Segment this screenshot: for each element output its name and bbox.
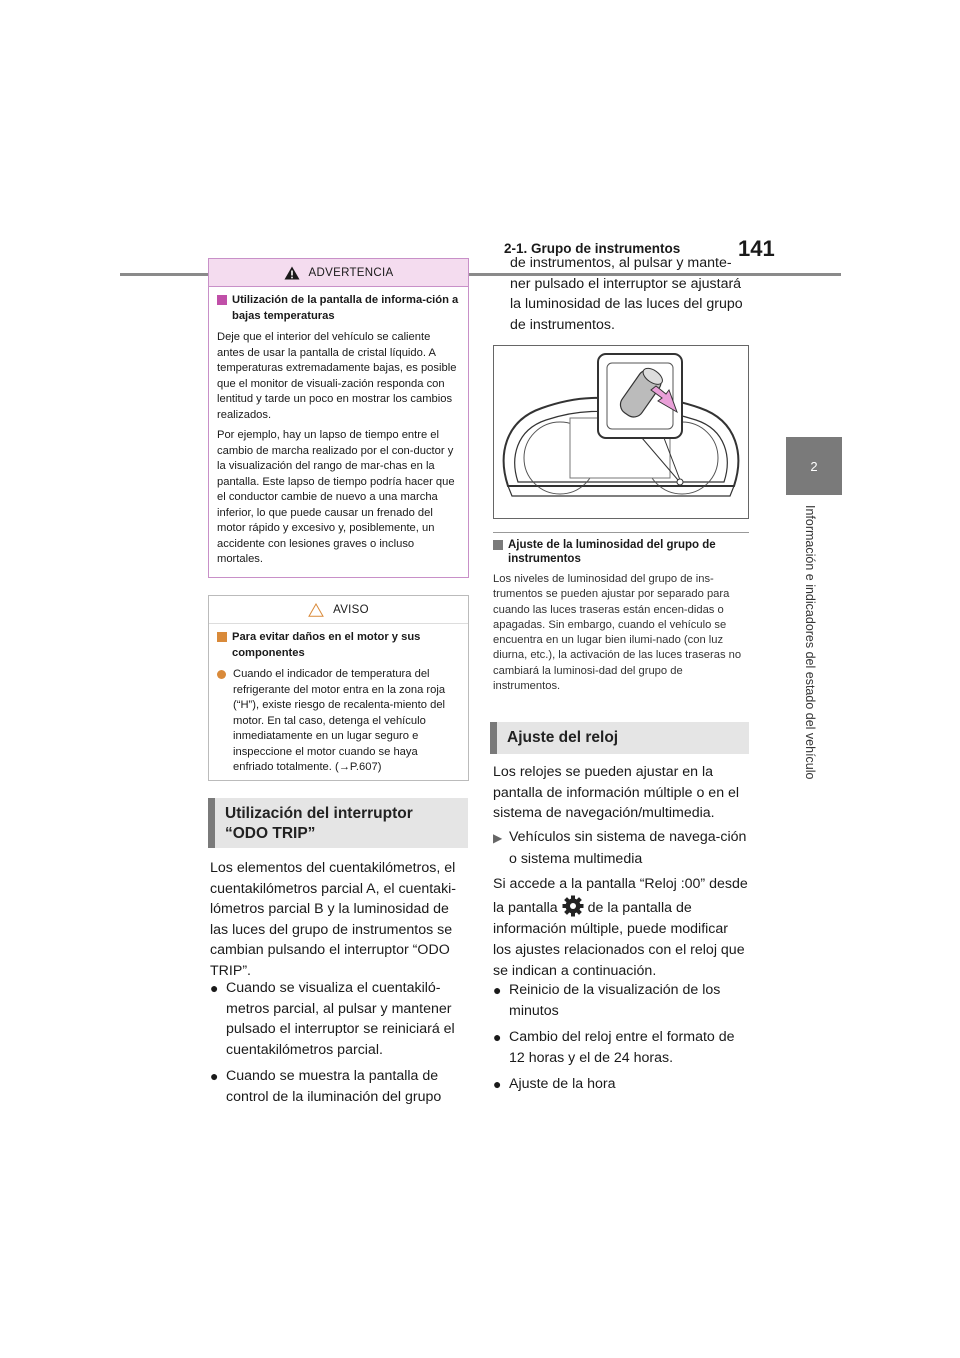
bullet-dot: ● xyxy=(210,1068,219,1084)
odo-intro: Los elementos del cuentakilómetros, el cuentakilómetros parcial A, el cuentaki-lómetros parcial B y la luminosidad de las luces del grupo de instrumentos se cambian pulsando el interruptor “ODO TRIP”. xyxy=(210,860,457,979)
section-title: 2-1. Grupo de instrumentos xyxy=(504,241,681,256)
notice-box-header xyxy=(209,596,468,624)
square-bullet-icon xyxy=(493,540,503,550)
warning-label: ADVERTENCIA xyxy=(308,266,394,279)
instrument-cluster-figure xyxy=(493,345,749,519)
list-item: ● Ajuste de la hora xyxy=(493,1074,749,1095)
gear-icon xyxy=(562,895,584,917)
warning-box-header xyxy=(209,259,468,287)
bullet-dot: ● xyxy=(493,1029,502,1045)
clock-section-heading: Ajuste del reloj xyxy=(490,722,749,754)
notice-item: Cuando el indicador de temperatura del refrigerante del motor entra en la zona roja (“H”), existe riesgo de recalenta-miento del motor. En tal caso, detenga el vehículo inmediatamente en un lugar seguro e inspeccione el motor cuando se haya enfriado totalmente. (→P.607) xyxy=(217,667,460,776)
brightness-note-text: Los niveles de luminosidad del grupo de ins-trumentos se pueden ajustar por separado para cuando las luces traseras están encen-didas o apagadas. Sin embargo, cuando el vehículo se encuentra en un lugar bien ilumi-nado (con luz diurna, etc.), la activación de las luces traseras no cambiará la luminosi-dad del grupo de instrumentos. xyxy=(493,573,742,693)
page-number: 141 xyxy=(738,236,775,261)
chapter-title: Información e indicadores del estado del vehículo xyxy=(803,505,817,780)
brightness-note xyxy=(493,538,749,694)
notice-label: AVISO xyxy=(333,603,369,616)
round-bullet-icon xyxy=(217,670,226,679)
warning-box xyxy=(208,258,469,578)
bullet-dot: ● xyxy=(493,1076,502,1092)
square-bullet-icon xyxy=(217,295,227,305)
warning-paragraph: Deje que el interior del vehículo se caliente antes de usar la pantalla de cristal líquido. A temperaturas extremadamente bajas, es posible que el monitor de visuali-zación responda con lentitud y tarde un poco en mostrar los cambios realizados. xyxy=(217,331,457,421)
clock-instructions: Si accede a la pantalla “Reloj :00” desde la pantalla de la pantalla de información múltiple, puede modificar los ajustes relacionados con el reloj que se indican a continuación. xyxy=(493,876,748,979)
warning-paragraph: Por ejemplo, hay un lapso de tiempo entre el cambio de marcha realizado por el con-ductor y la visualización del rango de mar-chas en la pantalla. Este lapso de tiempo podría hacer que el conductor cambie de nuevo a una marcha inferior, lo que puede causar un frenado del motor rápido y excesivo y, posiblemente, un accidente con lesiones graves o incluso mortales. xyxy=(217,429,455,565)
odo-section-heading: Utilización del interruptor “ODO TRIP” xyxy=(208,798,468,848)
odo-bullets xyxy=(210,978,468,1107)
list-item: ● Cuando se muestra la pantalla de control de la iluminación del grupo xyxy=(210,1066,468,1107)
bullet-dot: ● xyxy=(493,982,502,998)
clock-condition: ▶ Vehículos sin sistema de navega-ción o sistema multimedia xyxy=(493,826,749,870)
brightness-note-title: Ajuste de la luminosidad del grupo de instrumentos xyxy=(493,538,749,566)
list-item: ● Reinicio de la visualización de los minutos xyxy=(493,980,749,1021)
warning-subtitle: Utilización de la pantalla de informa-ción a bajas temperaturas xyxy=(217,293,460,324)
notice-subtitle: Para evitar daños en el motor y sus componentes xyxy=(217,630,460,661)
caution-triangle-icon xyxy=(308,603,324,617)
triangle-bullet-icon: ▶ xyxy=(493,831,503,845)
chapter-tab xyxy=(786,437,842,495)
figure-divider xyxy=(493,532,749,533)
bullet-dot: ● xyxy=(210,980,219,996)
warning-triangle-icon xyxy=(284,266,300,280)
clock-intro: Los relojes se pueden ajustar en la pantalla de información múltiple o en el sistema de navegación/multimedia. xyxy=(493,764,740,821)
chapter-number: 2 xyxy=(810,458,818,474)
list-item: ● Cambio del reloj entre el formato de 12 horas y el de 24 horas. xyxy=(493,1027,749,1068)
odo-continuation: de instrumentos, al pulsar y mante-ner pulsado el interruptor se ajustará la luminosidad de las luces del grupo de instrumentos. xyxy=(510,255,743,333)
instrument-cluster-illustration xyxy=(494,346,748,518)
square-bullet-icon xyxy=(217,632,227,642)
clock-options xyxy=(493,980,749,1095)
notice-box xyxy=(208,595,469,781)
list-item: ● Cuando se visualiza el cuentakiló-metros parcial, al pulsar y mantener pulsado el interruptor se reiniciará el cuentakilómetros parcial. xyxy=(210,978,468,1060)
chapter-title-vertical xyxy=(803,505,823,835)
